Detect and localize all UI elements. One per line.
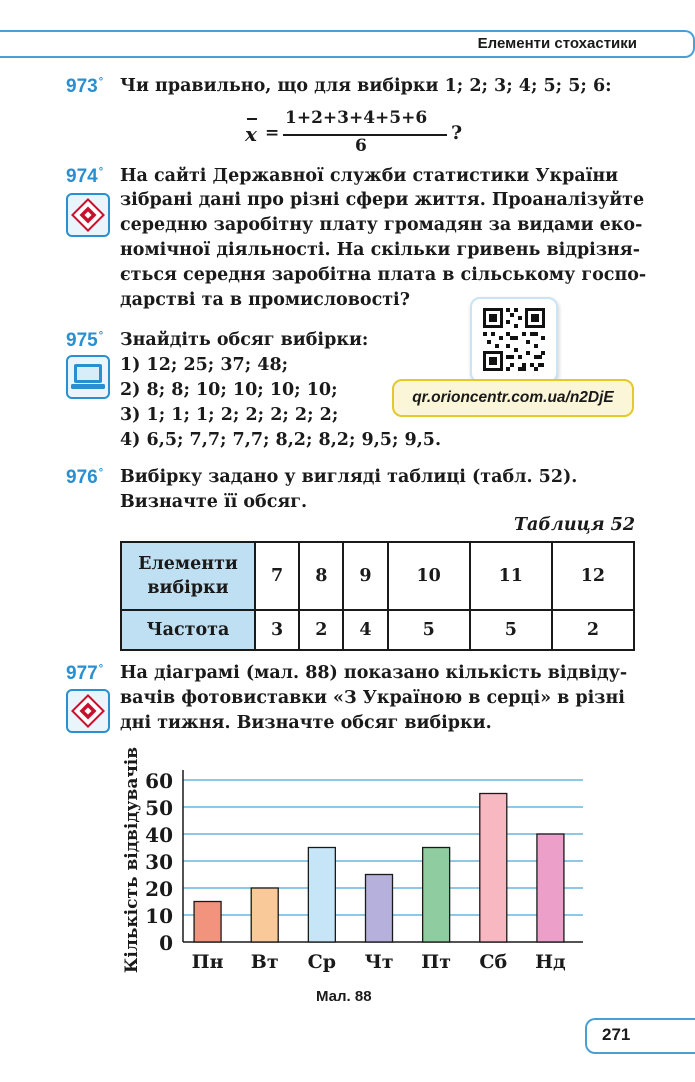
y-tick-label: 0: [159, 931, 173, 955]
equals-sign: =: [265, 123, 280, 143]
table-cell: 3: [255, 610, 299, 650]
table-row-elements: [121, 542, 634, 610]
x-tick-label: Нд: [535, 951, 566, 973]
computer-icon: [66, 355, 110, 399]
table-cell: 12: [552, 542, 634, 610]
table-header-elements: [121, 542, 255, 610]
task-975-line-3: 2) 8; 8; 10; 10; 10; 10;: [120, 380, 338, 400]
y-tick-label: 40: [145, 823, 173, 847]
y-tick-label: 50: [145, 796, 173, 820]
task-974-line-4: номічної діяльності. На скільки гривень відрізня-: [120, 240, 641, 260]
task-973-number: 973°: [66, 76, 104, 97]
task-974-line-1: На сайті Державної служби статистики України: [120, 166, 619, 186]
bar-7: [537, 834, 564, 942]
table-header-elements-line-1: Елементи: [138, 554, 238, 574]
task-977-line-3: дні тижня. Визначте обсяг вибірки.: [120, 713, 492, 733]
x-tick-label: Вт: [250, 951, 279, 973]
formula-numerator: 1+2+3+4+5+6: [285, 108, 428, 128]
ornament-icon: [66, 689, 110, 733]
table-cell: 10: [388, 542, 470, 610]
y-tick-label: 60: [145, 769, 173, 793]
bar-6: [480, 794, 507, 943]
x-tick-label: Ср: [307, 951, 337, 973]
mean-variable: x: [245, 122, 257, 146]
table-cell: 7: [255, 542, 299, 610]
task-977-line-1: На діаграмі (мал. 88) показано кількість відвіду-: [120, 663, 628, 683]
running-header-title: Елементи стохастики: [477, 35, 637, 52]
formula-denominator: 6: [355, 136, 367, 156]
task-974-line-3: середню заробітну плату громадян за видами еко-: [120, 215, 643, 235]
task-975-line-2: 1) 12; 25; 37; 48;: [120, 355, 289, 375]
figure-caption: Мал. 88: [316, 988, 372, 1005]
task-976-line-2: Визначте її обсяг.: [120, 492, 308, 512]
task-974-line-2: зібрані дані про різні сфери життя. Проаналізуйте: [120, 190, 645, 210]
table-cell: 9: [343, 542, 387, 610]
table-cell: 5: [388, 610, 470, 650]
task-974-line-6: дарстві та в промисловості?: [120, 290, 410, 310]
table-header-elements-line-2: вибірки: [147, 578, 229, 598]
table-cell: 2: [552, 610, 634, 650]
table-cell: 8: [299, 542, 343, 610]
formula-question-mark: ?: [451, 122, 463, 144]
ornament-icon: [66, 193, 110, 237]
page-number: 271: [602, 1025, 631, 1044]
task-977-number: 977°: [66, 663, 104, 684]
task-975-line-1: Знайдіть обсяг вибірки:: [120, 330, 369, 350]
task-976-line-1: Вибірку задано у вигляді таблиці (табл. 52).: [120, 467, 578, 487]
bar-2: [251, 888, 278, 942]
task-974-number: 974°: [66, 166, 104, 187]
y-axis-label: Кількість відвідувачів: [122, 746, 142, 974]
visitors-bar-chart: [115, 740, 595, 980]
task-975-number: 975°: [66, 330, 104, 351]
qr-code-icon: [472, 299, 556, 381]
x-tick-label: Пт: [421, 951, 452, 973]
x-tick-label: Чт: [364, 951, 394, 973]
y-tick-label: 20: [145, 877, 173, 901]
qr-link[interactable]: qr.orioncentr.com.ua/n2DjE: [392, 379, 634, 417]
table-cell: 11: [470, 542, 552, 610]
table-cell: 5: [470, 610, 552, 650]
bar-1: [194, 902, 221, 943]
x-tick-label: Пн: [191, 951, 224, 973]
task-974-line-5: ється середня заробітна плата в сільському госпо-: [120, 265, 647, 285]
qr-code-card[interactable]: [470, 297, 558, 383]
frequency-table: [120, 541, 635, 651]
table-cell: 2: [299, 610, 343, 650]
y-tick-label: 30: [145, 850, 173, 874]
task-975-line-4: 3) 1; 1; 1; 2; 2; 2; 2; 2;: [120, 405, 339, 425]
y-tick-label: 10: [145, 904, 173, 928]
task-975-line-5: 4) 6,5; 7,7; 7,7; 8,2; 8,2; 9,5; 9,5.: [120, 430, 442, 450]
table-header-frequency: Частота: [121, 610, 255, 650]
task-973-text: Чи правильно, що для вибірки 1; 2; 3; 4; 5; 5; 6:: [120, 76, 612, 96]
table-cell: 4: [343, 610, 387, 650]
mean-formula: [245, 108, 485, 164]
bar-4: [366, 875, 393, 943]
bar-5: [423, 848, 450, 943]
table-caption: Таблиця 52: [514, 515, 635, 535]
task-977-line-2: вачів фотовиставки «З Україною в серці» в різні: [120, 688, 625, 708]
table-row-frequency: [121, 610, 634, 650]
x-tick-label: Сб: [479, 951, 508, 973]
mean-bar: [247, 118, 257, 120]
task-976-number: 976°: [66, 467, 104, 488]
bar-3: [308, 848, 335, 943]
